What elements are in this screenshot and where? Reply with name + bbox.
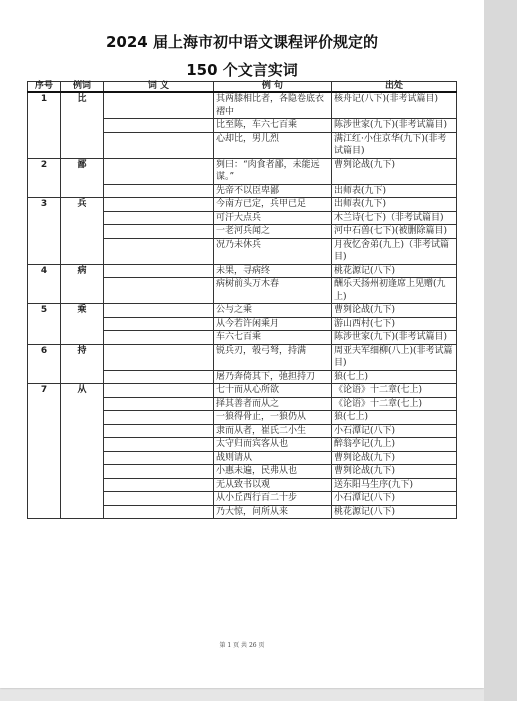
source-cell: 满江红·小住京华(九下)(非考试篇目) [332, 132, 457, 158]
meaning-cell [104, 411, 214, 425]
page-footer: 第 1 页 共 26 页 [219, 642, 265, 649]
meaning-cell [104, 211, 214, 225]
sentence-cell: 心却比，男儿烈 [214, 132, 332, 158]
meaning-cell [104, 225, 214, 239]
sentence-cell: 战则请从 [214, 451, 332, 465]
source-cell: 木兰诗(七下)（非考试篇目) [332, 211, 457, 225]
sentence-cell: 无从致书以观 [214, 478, 332, 492]
table-row [28, 198, 457, 212]
table-row [28, 344, 457, 370]
source-cell: 陈涉世家(九下)(非考试篇目) [332, 331, 457, 345]
document-subtitle: 150 个文言实词 [186, 61, 298, 79]
sentence-cell: 病树前头万木春 [214, 278, 332, 304]
sentence-cell: 锐兵刃，彀弓弩，持满 [214, 344, 332, 370]
entry-word: 乘 [61, 304, 104, 345]
source-cell: 送东阳马生序(九下) [332, 478, 457, 492]
source-cell: 狼(七上) [332, 370, 457, 384]
entry-word: 鄙 [61, 158, 104, 198]
header-sentence: 例 句 [214, 82, 332, 93]
document-title: 2024 届上海市初中语文课程评价规定的 [106, 33, 378, 51]
meaning-cell [104, 384, 214, 398]
meaning-cell [104, 478, 214, 492]
sentence-cell: 先帝不以臣卑鄙 [214, 184, 332, 198]
meaning-cell [104, 304, 214, 318]
meaning-cell [104, 184, 214, 198]
header-meaning: 词 义 [104, 82, 214, 93]
source-cell: 月夜忆舍弟(九上)（非考试篇目) [332, 238, 457, 264]
sentence-cell: 刿曰：“肉食者鄙，未能远谋。” [214, 158, 332, 184]
meaning-cell [104, 317, 214, 331]
sentence-cell: 车六七百乘 [214, 331, 332, 345]
meaning-cell [104, 451, 214, 465]
entry-number: 5 [28, 304, 61, 345]
source-cell: 小石潭记(八下) [332, 424, 457, 438]
table-row [28, 158, 457, 184]
sentence-cell: 择其善者而从之 [214, 397, 332, 411]
source-cell: 《论语》十二章(七上) [332, 397, 457, 411]
sentence-cell: 乃大惊，问所从来 [214, 505, 332, 519]
header-word: 例词 [61, 82, 104, 93]
source-cell: 曹刿论战(九下) [332, 158, 457, 184]
entry-word: 比 [61, 92, 104, 158]
meaning-cell [104, 132, 214, 158]
source-cell: 《论语》十二章(七上) [332, 384, 457, 398]
source-cell: 河中石兽(七下)(被删除篇目) [332, 225, 457, 239]
source-cell: 曹刿论战(九下) [332, 304, 457, 318]
meaning-cell [104, 264, 214, 278]
table-row [28, 384, 457, 398]
entry-word: 兵 [61, 198, 104, 265]
entry-word: 从 [61, 384, 104, 519]
entry-number: 3 [28, 198, 61, 265]
meaning-cell [104, 331, 214, 345]
meaning-cell [104, 198, 214, 212]
table-row [28, 264, 457, 278]
sentence-cell: 公与之乘 [214, 304, 332, 318]
source-cell: 桃花源记(八下) [332, 505, 457, 519]
sentence-cell: 屠乃奔倚其下，弛担持刀 [214, 370, 332, 384]
meaning-cell [104, 92, 214, 119]
sentence-cell: 从小丘西行百二十步 [214, 492, 332, 506]
source-cell: 酬乐天扬州初逢席上见赠(九上) [332, 278, 457, 304]
entry-number: 6 [28, 344, 61, 384]
sentence-cell: 可汗大点兵 [214, 211, 332, 225]
source-cell: 游山西村(七下) [332, 317, 457, 331]
entry-number: 1 [28, 92, 61, 158]
source-cell: 小石潭记(八下) [332, 492, 457, 506]
source-cell: 陈涉世家(九下)(非考试篇目) [332, 119, 457, 133]
entry-word: 持 [61, 344, 104, 384]
header-source: 出处 [332, 82, 457, 93]
table-body [28, 92, 457, 519]
sentence-cell: 一狼得骨止，一狼仍从 [214, 411, 332, 425]
source-cell: 狼(七上) [332, 411, 457, 425]
sentence-cell: 未果，寻病终 [214, 264, 332, 278]
sentence-cell: 小惠未遍，民弗从也 [214, 465, 332, 479]
source-cell: 出师表(九下) [332, 184, 457, 198]
meaning-cell [104, 344, 214, 370]
sentence-cell: 比至陈，车六七百乘 [214, 119, 332, 133]
meaning-cell [104, 505, 214, 519]
meaning-cell [104, 397, 214, 411]
scrollbar-track[interactable] [484, 0, 517, 701]
meaning-cell [104, 424, 214, 438]
source-cell: 曹刿论战(九下) [332, 451, 457, 465]
vocab-table [27, 81, 457, 519]
source-cell: 出师表(九下) [332, 198, 457, 212]
table-row [28, 92, 457, 119]
entry-number: 2 [28, 158, 61, 198]
entry-number: 4 [28, 264, 61, 304]
meaning-cell [104, 119, 214, 133]
meaning-cell [104, 278, 214, 304]
sentence-cell: 一老河兵闻之 [214, 225, 332, 239]
sentence-cell: 从今若许闲乘月 [214, 317, 332, 331]
source-cell: 曹刿论战(九下) [332, 465, 457, 479]
table-row [28, 304, 457, 318]
meaning-cell [104, 238, 214, 264]
meaning-cell [104, 465, 214, 479]
table-header-row [28, 82, 457, 93]
sentence-cell: 况乃未休兵 [214, 238, 332, 264]
meaning-cell [104, 492, 214, 506]
entry-word: 病 [61, 264, 104, 304]
sentence-cell: 太守归而宾客从也 [214, 438, 332, 452]
meaning-cell [104, 370, 214, 384]
meaning-cell [104, 438, 214, 452]
header-num: 序号 [28, 82, 61, 93]
sentence-cell: 其两膝相比者，各隐卷底衣褶中 [214, 92, 332, 119]
meaning-cell [104, 158, 214, 184]
source-cell: 醉翁亭记(九上) [332, 438, 457, 452]
source-cell: 核舟记(八下)(非考试篇目) [332, 92, 457, 119]
sentence-cell: 七十而从心所欲 [214, 384, 332, 398]
source-cell: 桃花源记(八下) [332, 264, 457, 278]
source-cell: 周亚夫军细柳(八上)(非考试篇目) [332, 344, 457, 370]
sentence-cell: 隶而从者，崔氏二小生 [214, 424, 332, 438]
sentence-cell: 今南方已定，兵甲已足 [214, 198, 332, 212]
entry-number: 7 [28, 384, 61, 519]
